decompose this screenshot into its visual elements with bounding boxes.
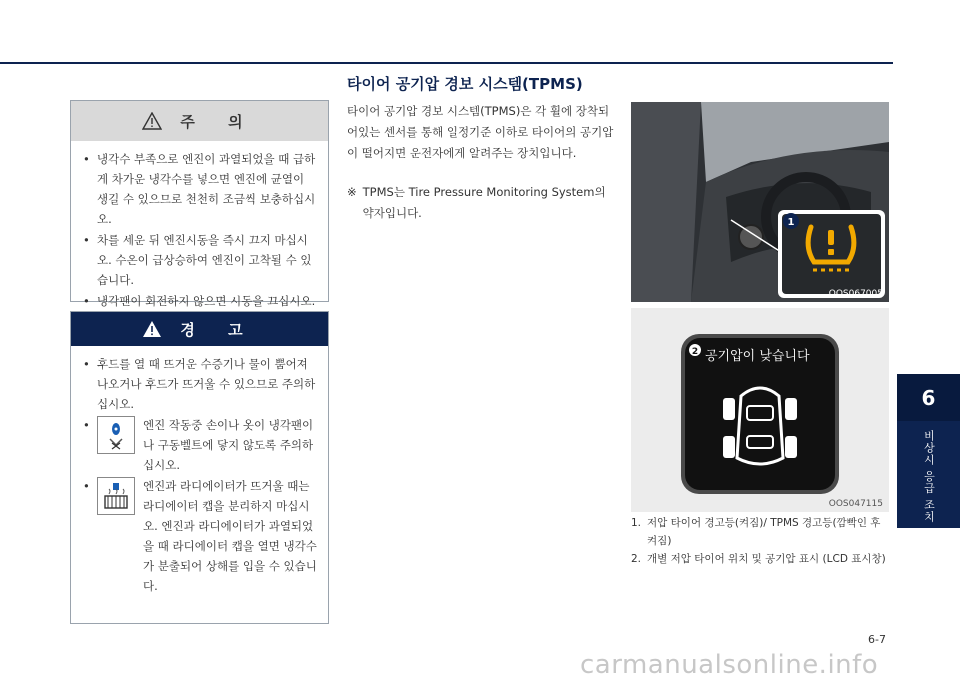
caution-header: [71, 101, 328, 141]
page-number: 6-7: [868, 633, 886, 646]
section-note: [347, 182, 619, 224]
warning-triangle-icon: [142, 320, 162, 338]
image-captions: [631, 514, 889, 568]
caution-list: [71, 141, 328, 311]
caption-number: 1.: [631, 517, 642, 529]
marker-2-label: 2: [691, 347, 699, 357]
warning-box: [70, 311, 329, 624]
warning-item-text: • 엔진과 라디에이터가 뜨거울 때는 라디에이터 캡을 분리하지 마십시오. 엔진과 라디에이터가 과열되었을 때 라디에이터 캡을 열면 냉각수가 분출되어 상해를 입을 수 있습니다.: [143, 479, 317, 593]
lcd-message: 공기압이 낮습니다: [705, 349, 810, 364]
caption-row: [631, 514, 889, 550]
warning-item-text: • 엔진 작동중 손이나 옷이 냉각팬이나 구동벨트에 닿지 않도록 주의하십시오.: [143, 418, 314, 472]
radiator-hot-icon: [97, 477, 135, 515]
watermark: carmanualsonline.info: [580, 650, 879, 680]
lcd-illustration: [631, 308, 889, 512]
caution-item: • 냉각팬이 회전하지 않으면 시동을 끄십시오.: [83, 291, 318, 311]
chapter-number: 6: [897, 374, 960, 421]
caution-item: • 차를 세운 뒤 엔진시동을 즉시 끄지 마십시오. 수온이 급상승하여 엔진이 고착될 수 있습니다.: [83, 230, 318, 290]
warning-list: [71, 346, 328, 596]
caption-number: 2.: [631, 553, 642, 565]
section-title: 타이어 공기압 경보 시스템(TPMS): [347, 75, 583, 93]
section-intro: 타이어 공기압 경보 시스템(TPMS)은 각 휠에 장착되어있는 센서를 통해 일정기준 이하로 타이어의 공기압이 떨어지면 운전자에게 알려주는 장치입니다.: [347, 104, 614, 160]
caution-box: [70, 100, 329, 308]
marker-1-label: 1: [787, 217, 795, 228]
note-text: TPMS는 Tire Pressure Monitoring System의 약자입니다.: [362, 185, 606, 220]
note-mark: ※: [347, 185, 357, 199]
caption-row: [631, 550, 889, 568]
warning-title: 경 고: [180, 320, 257, 339]
dashboard-illustration: [631, 102, 889, 302]
lcd-display-image: [631, 308, 889, 512]
chapter-tab[interactable]: [897, 374, 960, 528]
top-rule: [0, 62, 893, 64]
image-code: OOS067005: [828, 289, 883, 299]
caption-text: 개별 저압 타이어 위치 및 공기압 표시 (LCD 표시창): [647, 553, 886, 565]
image-code: OOS047115: [828, 499, 883, 509]
warning-header: [71, 312, 328, 346]
caution-item: • 냉각수 부족으로 엔진이 과열되었을 때 급하게 차가운 냉각수를 넣으면 엔진에 균열이 생길 수 있으므로 천천히 조금씩 보충하십시오.: [83, 149, 318, 229]
caution-title: 주 의: [180, 112, 257, 131]
caption-text: 저압 타이어 경고등(켜짐)/ TPMS 경고등(깜빡인 후 켜짐): [647, 517, 881, 547]
warning-item: [83, 415, 318, 475]
warning-item: • 후드를 열 때 뜨거운 수증기나 물이 뿜어져 나오거나 후드가 뜨거울 수 있으므로 주의하십시오.: [83, 354, 318, 414]
warning-item: [83, 476, 318, 596]
dashboard-photo: [631, 102, 889, 302]
cooling-fan-icon: [97, 416, 135, 454]
chapter-label: 비상시 응급 조치: [922, 429, 936, 523]
warning-triangle-icon: [142, 112, 162, 130]
